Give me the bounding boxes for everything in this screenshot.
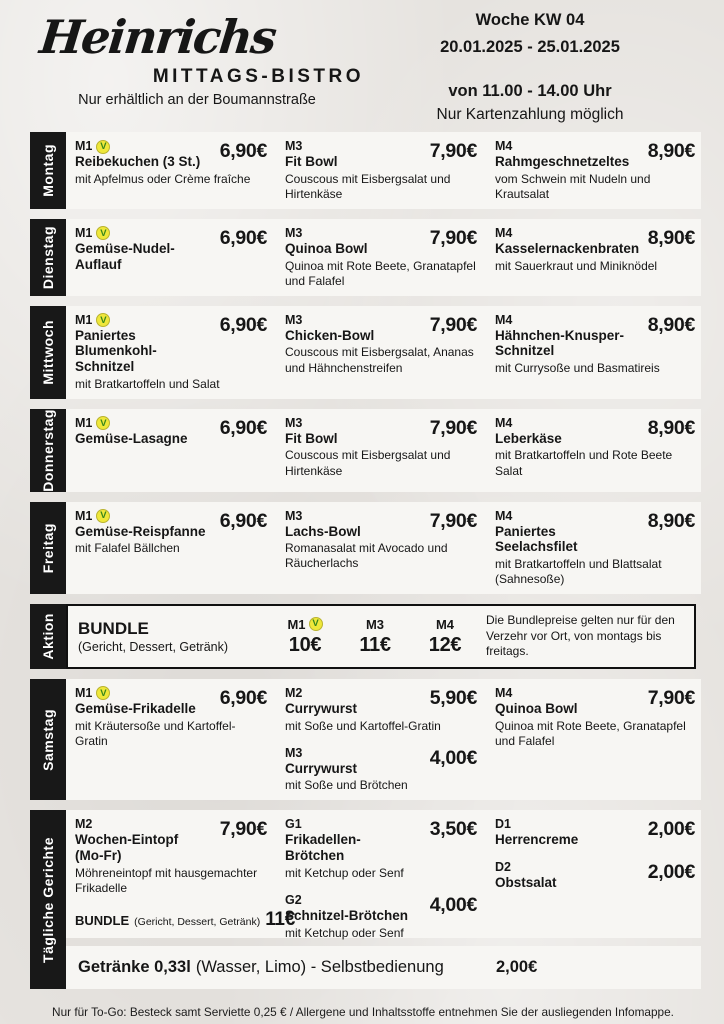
item-code-text: G2 (285, 892, 302, 907)
vegetarian-icon: V (96, 226, 110, 240)
item-title: Gemüse-Frikadelle (75, 700, 196, 716)
aktion-option (352, 617, 398, 657)
item-price: 6,90€ (219, 509, 267, 532)
item-code-text: M3 (285, 312, 303, 327)
vegetarian-icon: V (96, 686, 110, 700)
item-description: mit Bratkartoffeln und Salat (75, 376, 220, 391)
vegetarian-icon: V (309, 617, 323, 631)
item-code-text: M4 (435, 616, 455, 632)
item-price: 8,90€ (647, 416, 695, 439)
item-title: Wochen-Eintopf (Mo-Fr) (75, 832, 179, 864)
menu-column (75, 686, 267, 794)
menu-item (285, 817, 477, 880)
item-price: 7,90€ (429, 140, 477, 162)
item-title: Schnitzel-Brötchen (285, 907, 409, 923)
menu-item (285, 416, 477, 479)
item-title: Kasselernackenbraten (495, 240, 640, 256)
menu-item (285, 313, 477, 376)
item-title: Rahmgeschnetzeltes (495, 154, 630, 169)
item-code-text: M4 (495, 685, 513, 700)
item-code-text: M4 (495, 139, 513, 153)
item-code-text: M4 (495, 508, 513, 523)
item-description: mit Kräutersoße und Kartoffel-Gratin (75, 718, 236, 748)
item-description: mit Sauerkraut und Miniknödel (495, 258, 658, 273)
item-price: 7,90€ (219, 818, 267, 841)
daily-panels (66, 810, 701, 988)
menu-item (495, 226, 695, 274)
item-description: Couscous mit Eisbergsalat und Hirtenkäse (285, 448, 451, 478)
daily-label-bar (30, 810, 66, 988)
item-title: Quinoa Bowl (495, 700, 578, 716)
item-price: 8,90€ (647, 140, 695, 162)
item-price: 4,00€ (429, 893, 477, 916)
item-code-text: M4 (495, 225, 513, 240)
item-title: Paniertes Blumenkohl-Schnitzel (75, 327, 157, 375)
item-description: mit Soße und Brötchen (285, 778, 408, 793)
item-code-text: M2 (285, 685, 303, 700)
item-price: 2,00€ (647, 861, 695, 884)
daily-dishes-panel (66, 810, 701, 938)
daily-label: Tägliche Gerichte (40, 836, 56, 963)
item-code-text: M2 (75, 817, 93, 832)
item-description: Romanasalat mit Avocado und Räucherlachs (285, 541, 448, 571)
location-note: Nur erhältlich an der Boumannstraße (78, 92, 316, 108)
aktion-options (282, 617, 468, 657)
item-description: Quinoa mit Rote Beete, Granatapfel und Falafel (495, 718, 686, 748)
menu-column (75, 226, 267, 289)
item-code-text: M1 (75, 508, 93, 523)
payment-note: Nur Kartenzahlung möglich (436, 106, 624, 123)
item-code-text: M3 (285, 508, 303, 523)
menu-item (495, 416, 695, 479)
menu-column (75, 416, 267, 485)
menu-column (285, 817, 477, 940)
item-code-text: M1 (287, 616, 306, 632)
menu-column (495, 686, 695, 794)
item-price: 6,90€ (219, 313, 267, 336)
item-price: 8,90€ (647, 226, 695, 249)
header-right (364, 6, 696, 124)
item-title: Lachs-Bowl (285, 523, 361, 539)
menu-column (285, 313, 477, 392)
item-title: Reibekuchen (3 St.) (75, 154, 201, 169)
day-menu-panel (66, 409, 701, 492)
item-description: vom Schwein mit Nudeln und Krautsalat (495, 171, 651, 201)
item-description: mit Apfelmus oder Crème fraîche (75, 171, 251, 186)
bundle-line (75, 909, 295, 931)
aktion-bundle-title: BUNDLE (78, 619, 149, 639)
day-row (30, 306, 696, 399)
menu-column (75, 139, 267, 202)
item-code-text: M1 (75, 415, 93, 430)
item-description: mit Currysoße und Basmatireis (495, 361, 660, 376)
day-label: Montag (40, 144, 56, 197)
menu-item (75, 416, 267, 447)
drinks-row (66, 946, 701, 988)
aktion-note: Die Bundlepreise gelten nur für den Verzehr vor Ort, von montags bis freitags. (486, 613, 675, 659)
item-code-text: M1 (75, 685, 93, 700)
aktion-bundle-subtitle: (Gericht, Dessert, Getränk) (78, 640, 229, 655)
day-row (30, 409, 696, 492)
item-price: 7,90€ (429, 226, 477, 249)
menu-item (75, 226, 267, 272)
item-title: Gemüse-Lasagne (75, 430, 188, 446)
item-title: Fit Bowl (285, 430, 338, 446)
menu-item (495, 313, 695, 376)
item-code-text: M4 (495, 312, 513, 327)
day-label: Freitag (40, 522, 56, 573)
menu-item (495, 817, 695, 848)
item-description: mit Falafel Bällchen (75, 541, 180, 556)
menu-item (285, 686, 477, 734)
aktion-option (422, 617, 468, 657)
item-title: Obstsalat (495, 875, 557, 891)
menu-item (285, 509, 477, 572)
item-code-text: D2 (495, 860, 511, 875)
item-code-text: M1 (75, 312, 93, 327)
bundle-price: 11€ (265, 909, 295, 931)
item-code-text: M3 (285, 139, 303, 153)
item-description: mit Ketchup oder Senf (285, 865, 404, 880)
menu-column (495, 509, 695, 588)
item-price: 7,90€ (429, 416, 477, 439)
item-description: mit Bratkartoffeln und Rote Beete Salat (495, 448, 673, 478)
menu-item (495, 686, 695, 749)
item-code-text: M3 (365, 616, 385, 632)
item-description: mit Bratkartoffeln und Blattsalat (Sahnesoße) (495, 556, 662, 587)
item-price: 7,90€ (647, 686, 695, 709)
item-title: Chicken-Bowl (285, 327, 375, 343)
aktion-row (30, 604, 696, 669)
menu-column (495, 226, 695, 289)
menu-column (285, 416, 477, 485)
day-row (30, 132, 696, 209)
menu-item (285, 746, 477, 794)
item-price: 6,90€ (219, 686, 267, 709)
aktion-label-bar (30, 604, 66, 669)
item-code-text: M1 (75, 225, 93, 240)
menu-column (285, 226, 477, 289)
menu-column (75, 313, 267, 392)
day-row (30, 219, 696, 296)
aktion-option-price: 12€ (428, 633, 462, 656)
vegetarian-icon: V (96, 140, 110, 154)
aktion-bundle-info (78, 619, 272, 654)
week-label: Woche KW 04 (475, 11, 585, 29)
menu-column (495, 416, 695, 485)
menu-item (75, 139, 267, 187)
samstag-row-container (30, 679, 696, 801)
item-title: Fit Bowl (285, 154, 338, 169)
bundle-title: BUNDLE (75, 913, 130, 929)
aktion-option-price: 10€ (288, 633, 322, 656)
day-label: Samstag (40, 708, 56, 771)
item-description: Quinoa mit Rote Beete, Granatapfel und Falafel (285, 258, 476, 288)
item-code-text: M3 (285, 225, 303, 240)
menu-item (285, 226, 477, 289)
menu-column (285, 686, 477, 794)
bundle-subtitle: (Gericht, Dessert, Getränk) (134, 916, 261, 929)
item-price: 3,50€ (429, 818, 477, 841)
day-menu-panel (66, 219, 701, 296)
item-price: 7,90€ (429, 509, 477, 532)
drinks-name: Getränke 0,33l (78, 958, 191, 977)
item-price: 2,00€ (647, 818, 695, 841)
item-title: Herrencreme (495, 832, 579, 848)
item-description: Couscous mit Eisbergsalat und Hirtenkäse (285, 171, 451, 201)
item-price: 8,90€ (647, 509, 695, 532)
menu-column (495, 139, 695, 202)
menu-column (285, 509, 477, 588)
item-title: Currywurst (285, 760, 358, 776)
day-row (30, 502, 696, 595)
item-price: 8,90€ (647, 313, 695, 336)
daily-section (30, 810, 696, 988)
item-title: Frikadellen-Brötchen (285, 832, 361, 864)
item-price: 7,90€ (429, 313, 477, 336)
menu-item (285, 139, 477, 202)
opening-hours: von 11.00 - 14.00 Uhr (448, 82, 612, 100)
day-row (30, 679, 696, 801)
aktion-option-code (422, 617, 468, 632)
aktion-option (282, 617, 328, 657)
day-menu-panel (66, 502, 701, 595)
vegetarian-icon: V (96, 416, 110, 430)
header (30, 6, 696, 124)
menu-item (285, 893, 477, 941)
weekday-rows (30, 132, 696, 594)
aktion-panel (66, 604, 696, 669)
menu-item (75, 686, 267, 749)
day-label: Donnerstag (40, 408, 56, 492)
item-description: mit Ketchup oder Senf (285, 925, 404, 940)
aktion-option-code (282, 617, 328, 632)
item-title: Gemüse-Reispfanne (75, 523, 206, 539)
day-label-bar (30, 679, 66, 801)
item-title: Hähnchen-Knusper-Schnitzel (495, 327, 625, 359)
item-price: 6,90€ (219, 416, 267, 439)
day-label-bar (30, 409, 66, 492)
menu-item (495, 509, 695, 588)
item-title: Gemüse-Nudel-Auflauf (75, 240, 175, 272)
day-menu-panel (66, 679, 701, 801)
item-price: 4,00€ (429, 746, 477, 769)
item-code-text: D1 (495, 817, 511, 832)
vegetarian-icon: V (96, 313, 110, 327)
item-code-text: M4 (495, 415, 513, 430)
drinks-details: (Wasser, Limo) - Selbstbedienung (195, 958, 444, 977)
item-title: Leberkäse (495, 430, 562, 446)
item-title: Paniertes Seelachsfilet (495, 523, 578, 555)
item-description: mit Soße und Kartoffel-Gratin (285, 718, 441, 733)
menu-item (75, 817, 267, 896)
item-description: Möhreneintopf mit hausgemachter Frikadelle (75, 865, 258, 895)
aktion-label: Aktion (40, 613, 56, 660)
item-price: 5,90€ (429, 686, 477, 709)
menu-item (495, 860, 695, 891)
item-description: Couscous mit Eisbergsalat, Ananas und Hähnchenstreifen (285, 345, 474, 375)
day-label: Mittwoch (40, 319, 56, 385)
aktion-option-price: 11€ (359, 633, 391, 656)
vegetarian-icon: V (96, 509, 110, 523)
item-price: 6,90€ (219, 140, 267, 162)
day-menu-panel (66, 132, 701, 209)
menu-item (495, 139, 695, 202)
drinks-text (78, 958, 496, 977)
footer-note: Nur für To-Go: Besteck samt Serviette 0,25 € / Allergene und Inhaltsstoffe entnehmen Sie der ausliegenden Infomappe. (52, 1004, 674, 1019)
item-price: 6,90€ (219, 226, 267, 249)
day-label-bar (30, 219, 66, 296)
menu-column (495, 313, 695, 392)
item-title: Quinoa Bowl (285, 240, 368, 256)
menu-item (75, 509, 267, 557)
restaurant-logo: Heinrichs (37, 10, 278, 64)
item-code-text: M3 (285, 745, 303, 760)
item-code-text: M3 (285, 415, 303, 430)
aktion-option-code (352, 617, 398, 632)
drinks-price: 2,00€ (496, 958, 538, 977)
day-label: Dienstag (40, 225, 56, 289)
day-label-bar (30, 132, 66, 209)
date-range: 20.01.2025 - 25.01.2025 (440, 38, 620, 56)
item-code-text: G1 (285, 817, 302, 832)
day-label-bar (30, 502, 66, 595)
menu-column (495, 817, 695, 931)
menu-item (75, 313, 267, 392)
day-label-bar (30, 306, 66, 399)
item-code-text: M1 (75, 139, 93, 153)
menu-column (285, 139, 477, 202)
header-left (30, 6, 364, 124)
item-title: Currywurst (285, 700, 358, 716)
menu-subtitle: MITTAGS-BISTRO (152, 66, 364, 87)
day-menu-panel (66, 306, 701, 399)
menu-column (75, 509, 267, 588)
